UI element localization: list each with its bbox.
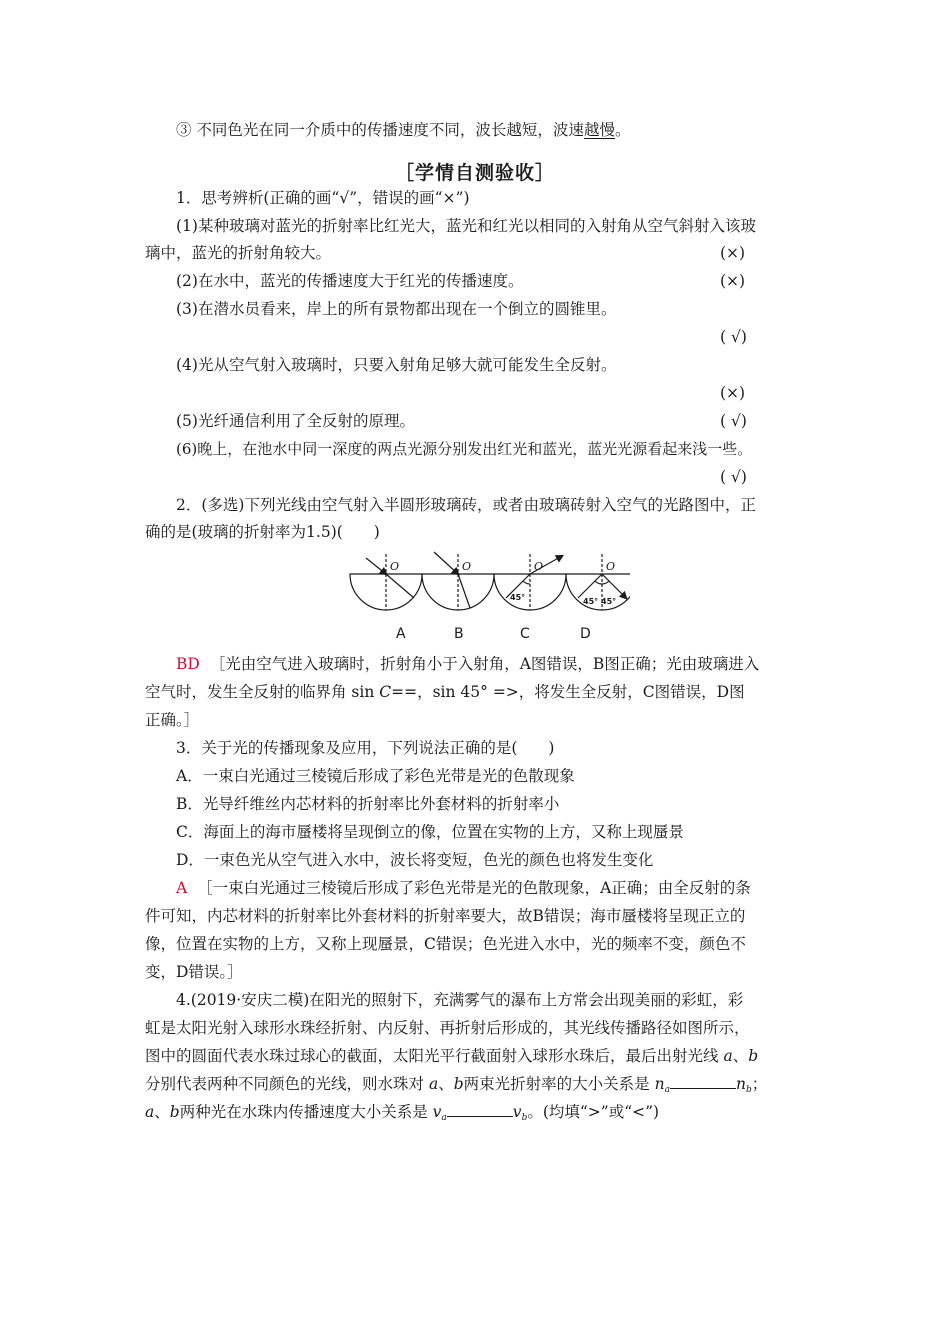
center-label-b: O (462, 560, 472, 573)
q1-item-1-cont: 璃中，蓝光的折射角较大。 (145, 244, 332, 262)
q3-answer-line4: 变，D错误。］ (145, 963, 243, 981)
blank-v-compare[interactable] (447, 1102, 513, 1117)
q3-title: 3．关于光的传播现象及应用，下列说法正确的是( ) (176, 739, 555, 757)
diagram-a (350, 554, 422, 610)
q1-item-5: (5)光纤通信利用了全反射的原理。 (176, 412, 415, 430)
q4-line3: 图中的圆面代表水珠过球心的截面，太阳光平行截面射入球形水珠后，最后出射光线 a、b (145, 1047, 759, 1065)
fig-label-a: A (396, 626, 406, 642)
q3-option-d: D．一束色光从空气进入水中，波长将变短，色光的颜色也将发生变化 (176, 851, 654, 869)
q1-item-3: (3)在潜水员看来，岸上的所有景物都出现在一个倒立的圆锥里。 (176, 300, 617, 318)
center-label-d: O (606, 560, 616, 573)
diagram-b (422, 552, 494, 610)
q1-item-6-mark: ( √) (720, 468, 747, 486)
q2-answer: BD (176, 655, 200, 673)
fig-label-c: C (520, 626, 530, 642)
underlined-answer: 越慢 (583, 121, 615, 139)
q1-item-6: (6)晚上，在池水中同一深度的两点光源分别发出红光和蓝光，蓝光光源看起来浅一些。 (176, 440, 753, 458)
q1-item-4: (4)光从空气射入玻璃时，只要入射角足够大就可能发生全反射。 (176, 356, 617, 374)
q1-item-2: (2)在水中，蓝光的传播速度大于红光的传播速度。 (176, 272, 524, 290)
q4-line1: 4.(2019·安庆二模)在阳光的照射下，充满雾气的瀑布上方常会出现美丽的彩虹，彩 (176, 991, 744, 1009)
center-label-a: O (390, 560, 400, 573)
center-label-c: O (534, 560, 544, 573)
q4-line2: 虹是太阳光射入球形水珠经折射、内反射、再折射后形成的，其光线传播路径如图所示， (145, 1019, 750, 1037)
q3-option-c: C．海面上的海市蜃楼将呈现倒立的像，位置在实物的上方，又称上现蜃景 (176, 823, 684, 841)
angle-label-d2: 45° (601, 597, 617, 606)
fig-label-b: B (454, 626, 464, 642)
q3-option-b: B．光导纤维丝内芯材料的折射率比外套材料的折射率小 (176, 795, 560, 813)
q4-line5: a、b两种光在水珠内传播速度大小关系是 $v_a$ $v_b$。(均填“>”或“<”) (145, 1103, 660, 1123)
q2-answer-line2: 空气时，发生全反射的临界角 sin C==，sin 45° =>，将发生全反射，C图错误，D图 (145, 683, 745, 701)
q3-answer-line3: 像，位置在实物的上方，又称上现蜃景，C错误；色光进入水中，光的频率不变，颜色不 (145, 935, 746, 953)
q1-item-3-mark: ( √) (720, 328, 747, 346)
q1-item-4-mark: (×) (720, 384, 746, 402)
diagram-c (494, 554, 566, 610)
q3-answer-line1: A ［一束白光通过三棱镜后形成了彩色光带是光的色散现象，A正确；由全反射的条 (176, 879, 751, 897)
figure-svg (340, 548, 630, 620)
angle-label-c: 45° (510, 593, 526, 602)
q2-answer-line3: 正确。］ (145, 711, 200, 729)
q1-title: 1．思考辨析(正确的画“√”，错误的画“×”) (176, 189, 470, 207)
section-heading: ［学情自测验收］ (394, 162, 555, 184)
intro-line: ③ 不同色光在同一介质中的传播速度不同，波长越短，波速越慢。 (176, 121, 631, 139)
angle-label-d1: 45° (583, 597, 599, 606)
fig-label-d: D (580, 626, 591, 642)
q4-line4: 分别代表两种不同颜色的光线，则水珠对 a、b两束光折射率的大小关系是 $n_a$ $n_b$； (145, 1075, 768, 1095)
q2-answer-line1: BD ［光由空气进入玻璃时，折射角小于入射角，A图错误，B图正确；光由玻璃进入 (176, 655, 760, 673)
q1-item-5-mark: ( √) (720, 412, 747, 430)
semicircle-figures (340, 548, 630, 624)
q2-line1: 2．(多选)下列光线由空气射入半圆形玻璃砖，或者由玻璃砖射入空气的光路图中，正 (176, 496, 756, 514)
q3-option-a: A．一束白光通过三棱镜后形成了彩色光带是光的色散现象 (176, 767, 575, 785)
q1-item-1-mark: (×) (720, 244, 746, 262)
q1-item-2-mark: (×) (720, 272, 746, 290)
q3-answer-line2: 件可知，内芯材料的折射率比外套材料的折射率要大，故B错误；海市蜃楼将呈现正立的 (145, 907, 746, 925)
q3-answer: A (176, 879, 188, 897)
q2-line2: 确的是(玻璃的折射率为1.5)( ) (145, 523, 380, 541)
q1-item-1: (1)某种玻璃对蓝光的折射率比红光大，蓝光和红光以相同的入射角从空气斜射入该玻 (176, 217, 756, 235)
blank-n-compare[interactable] (670, 1074, 736, 1089)
